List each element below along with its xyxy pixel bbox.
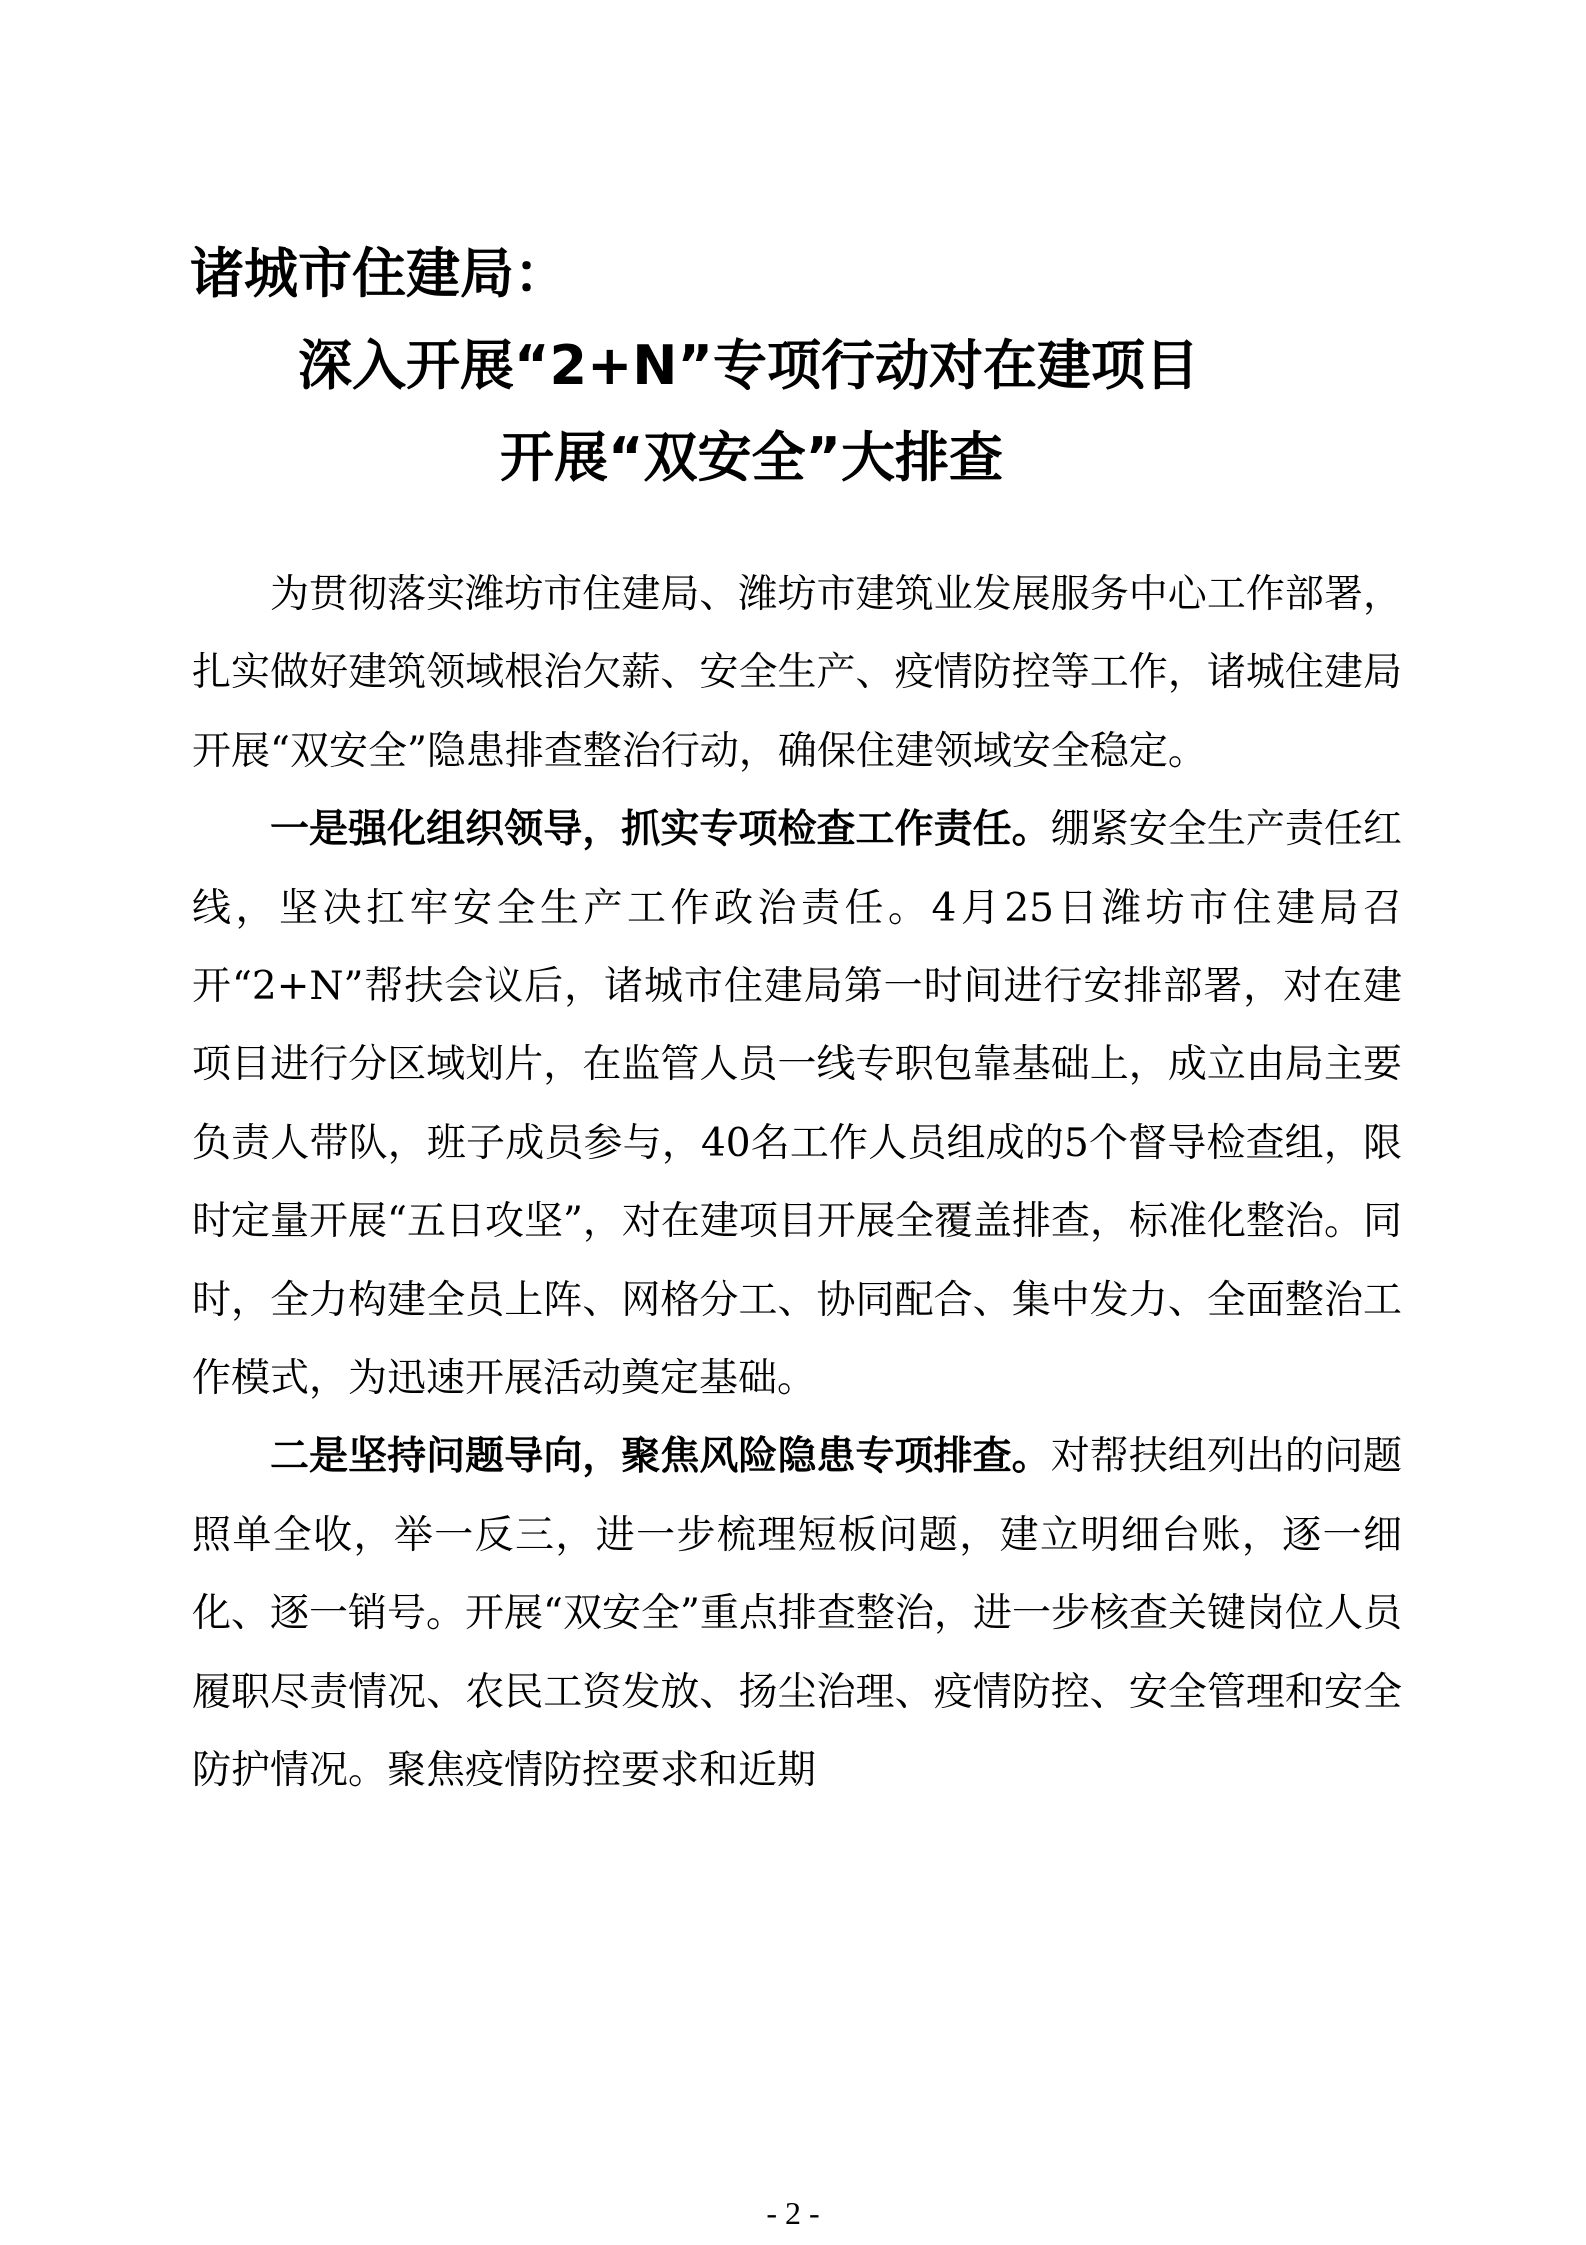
paragraph-1-text: 绷紧安全生产责任红线，坚决扛牢安全生产工作政治责任。4月25日潍坊市住建局召开“2+N”帮扶会议后，诸城市住建局第一时间进行安排部署，对在建项目进行分区域划片，在监管人员一线专职包靠基础上，成立由局主要负责人带队，班子成员参与，40名工作人员组成的5个督导检查组，限时定量开展“五日攻坚”，对在建项目开展全覆盖排查，标准化整治。同时，全力构建全员上阵、网格分工、协同配合、集中发力、全面整治工作模式，为迅速开展活动奠定基础。: [192, 807, 1402, 1402]
paragraph-2: [192, 1418, 1402, 1810]
article-title: [190, 228, 1400, 504]
title-line-1: 诸城市住建局：: [190, 242, 568, 305]
title-line-2: 深入开展“2+N”专项行动对在建项目: [298, 334, 1199, 397]
article-body: [192, 556, 1402, 1811]
title-line-3: 开展“双安全”大排查: [500, 426, 1003, 489]
paragraph-2-heading: 二是坚持问题导向，聚焦风险隐患专项排查。: [270, 1434, 1051, 1480]
paragraph-2-text: 对帮扶组列出的问题照单全收，举一反三，进一步梳理短板问题，建立明细台账，逐一细化、逐一销号。开展“双安全”重点排查整治，进一步核查关键岗位人员履职尽责情况、农民工资发放、扬尘治理、疫情防控、安全管理和安全防护情况。聚焦疫情防控要求和近期: [192, 1434, 1402, 1794]
intro-paragraph: 为贯彻落实潍坊市住建局、潍坊市建筑业发展服务中心工作部署，扎实做好建筑领域根治欠薪、安全生产、疫情防控等工作，诸城住建局开展“双安全”隐患排查整治行动，确保住建领域安全稳定。: [192, 572, 1402, 774]
paragraph-1-heading: 一是强化组织领导，抓实专项检查工作责任。: [270, 807, 1051, 853]
paragraph-1: [192, 791, 1402, 1418]
page-number: - 2 -: [766, 2195, 820, 2231]
